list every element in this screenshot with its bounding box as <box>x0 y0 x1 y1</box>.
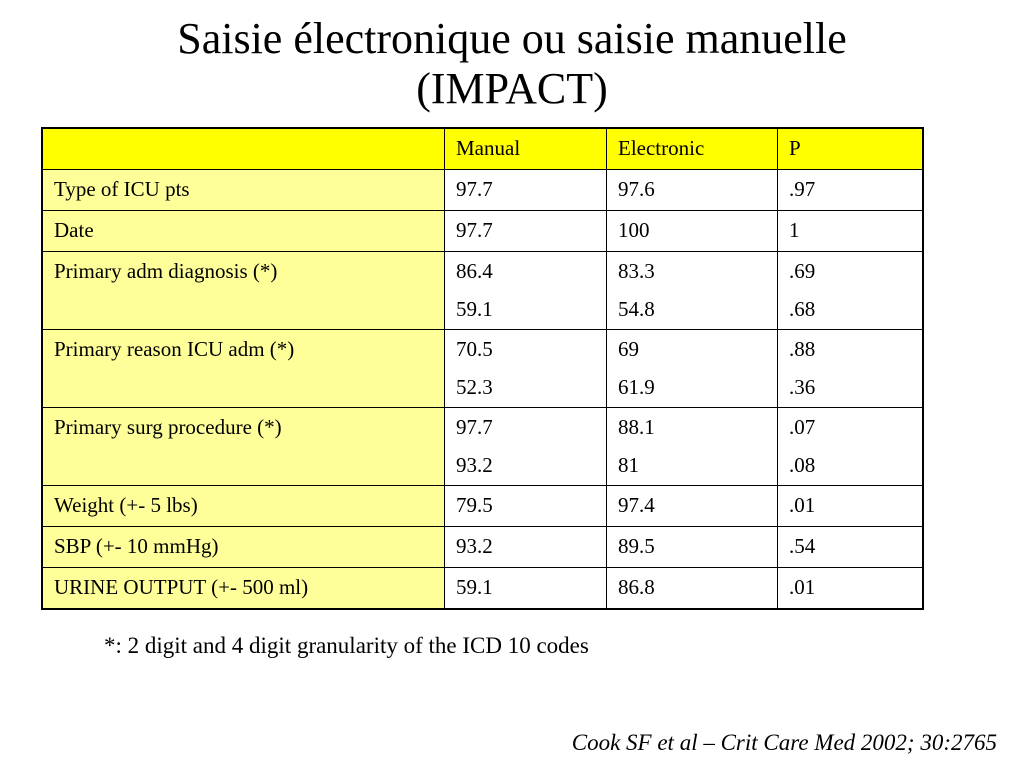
table-header-row <box>42 128 923 170</box>
electronic-value: 83.3 <box>618 259 655 283</box>
p-value: .68 <box>789 297 816 321</box>
table-row <box>42 330 923 408</box>
electronic-value: 97.4 <box>607 486 778 527</box>
electronic-value: 88.1 <box>618 415 655 439</box>
manual-value: 97.7 <box>445 211 607 252</box>
row-label: Type of ICU pts <box>42 170 445 211</box>
electronic-value: 97.6 <box>607 170 778 211</box>
row-label: Primary adm diagnosis (*) <box>42 252 445 330</box>
manual-value: 59.1 <box>445 568 607 610</box>
p-value: .08 <box>789 453 816 477</box>
electronic-values <box>607 330 778 408</box>
p-values <box>778 408 924 486</box>
p-values <box>778 330 924 408</box>
p-value: .07 <box>789 415 816 439</box>
p-value: .01 <box>778 568 924 610</box>
row-label: Primary surg procedure (*) <box>42 408 445 486</box>
manual-value: 93.2 <box>445 527 607 568</box>
table-row <box>42 170 923 211</box>
title-line-2: (IMPACT) <box>416 64 608 113</box>
header-cell-p: P <box>778 128 924 170</box>
manual-value: 79.5 <box>445 486 607 527</box>
manual-value: 52.3 <box>456 375 493 399</box>
electronic-value: 54.8 <box>618 297 655 321</box>
comparison-table <box>41 127 924 610</box>
manual-values <box>445 408 607 486</box>
p-value: .01 <box>778 486 924 527</box>
p-value: .69 <box>789 259 816 283</box>
table-row <box>42 211 923 252</box>
electronic-value: 69 <box>618 337 639 361</box>
title-line-1: Saisie électronique ou saisie manuelle <box>177 14 847 63</box>
table-row <box>42 408 923 486</box>
p-value: .97 <box>778 170 924 211</box>
p-value: .36 <box>789 375 816 399</box>
manual-value: 59.1 <box>456 297 493 321</box>
row-label: Primary reason ICU adm (*) <box>42 330 445 408</box>
p-value: 1 <box>778 211 924 252</box>
manual-values <box>445 252 607 330</box>
row-label: Date <box>42 211 445 252</box>
electronic-value: 89.5 <box>607 527 778 568</box>
footnote: *: 2 digit and 4 digit granularity of the ICD 10 codes <box>104 633 589 658</box>
manual-values <box>445 330 607 408</box>
electronic-values <box>607 252 778 330</box>
row-label: URINE OUTPUT (+- 500 ml) <box>42 568 445 610</box>
manual-value: 70.5 <box>456 337 493 361</box>
electronic-value: 100 <box>607 211 778 252</box>
table-row <box>42 252 923 330</box>
header-cell-manual: Manual <box>445 128 607 170</box>
electronic-value: 86.8 <box>607 568 778 610</box>
p-values <box>778 252 924 330</box>
row-label: SBP (+- 10 mmHg) <box>42 527 445 568</box>
p-value: .88 <box>789 337 816 361</box>
electronic-values <box>607 408 778 486</box>
manual-value: 93.2 <box>456 453 493 477</box>
electronic-value: 81 <box>618 453 639 477</box>
manual-value: 97.7 <box>445 170 607 211</box>
header-cell-electronic: Electronic <box>607 128 778 170</box>
electronic-value: 61.9 <box>618 375 655 399</box>
slide-title <box>0 14 1024 114</box>
citation: Cook SF et al – Crit Care Med 2002; 30:2765 <box>571 730 997 755</box>
row-label: Weight (+- 5 lbs) <box>42 486 445 527</box>
table-row <box>42 568 923 610</box>
table-row <box>42 486 923 527</box>
table-row <box>42 527 923 568</box>
manual-value: 97.7 <box>456 415 493 439</box>
p-value: .54 <box>778 527 924 568</box>
header-cell-empty <box>42 128 445 170</box>
manual-value: 86.4 <box>456 259 493 283</box>
